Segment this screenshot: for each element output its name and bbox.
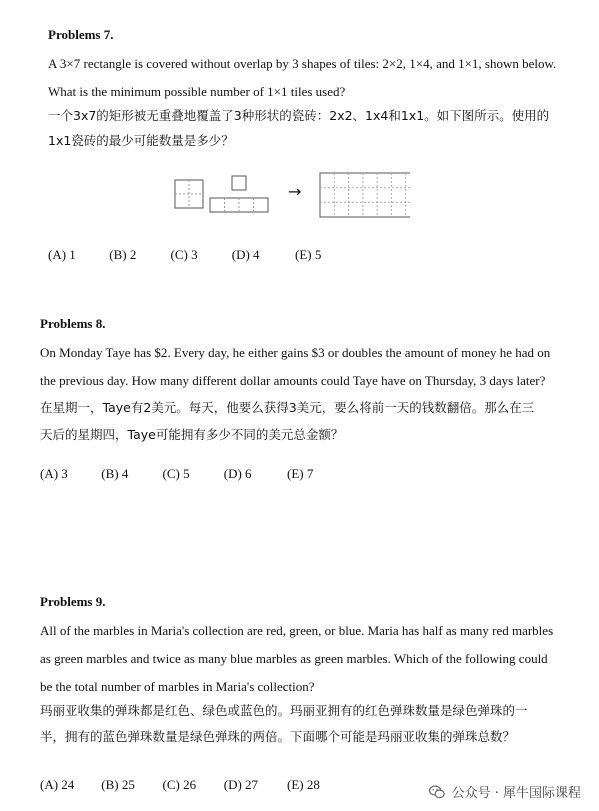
wechat-icon — [428, 783, 446, 801]
choice-a[interactable]: (A) 24 — [40, 777, 75, 792]
problem-9-en-line-2: as green marbles and twice as many blue marbles as green marbles. Which of the following could — [40, 651, 548, 666]
choice-d[interactable]: (D) 4 — [231, 247, 260, 262]
choice-b[interactable]: (B) 25 — [101, 777, 135, 792]
problem-8-en-line-1: On Monday Taye has $2. Every day, he either gains $3 or doubles the amount of money he had on — [40, 345, 551, 360]
choice-e[interactable]: (E) 5 — [295, 247, 322, 262]
problem-9-choices — [40, 777, 320, 793]
problem-9-zh-line-1: 玛丽亚收集的弹珠都是红色、绿色或蓝色的。玛丽亚拥有的红色弹珠数量是绿色弹珠的一 — [40, 703, 528, 718]
tiles-figure — [170, 170, 410, 220]
problem-8-en-line-2: the previous day. How many different dollar amounts could Taye have on Thursday, 3 days later? — [40, 373, 546, 388]
watermark-text: 公众号 · 犀牛国际课程 — [451, 786, 581, 801]
arrow-icon: → — [288, 182, 302, 201]
choice-e[interactable]: (E) 28 — [287, 777, 320, 792]
rectangle-3x7 — [320, 173, 410, 217]
choice-c[interactable]: (C) 3 — [170, 247, 198, 262]
problem-8-choices — [40, 466, 313, 482]
problem-9-en-line-1: All of the marbles in Maria's collection are red, green, or blue. Maria has half as many red marbles — [40, 623, 554, 638]
choice-c[interactable]: (C) 26 — [162, 777, 197, 792]
choice-d[interactable]: (D) 27 — [223, 777, 259, 792]
problem-7-zh-line-2: 1x1瓷砖的最少可能数量是多少？ — [48, 133, 234, 148]
problem-9-zh-line-2: 半，拥有的蓝色弹珠数量是绿色弹珠的两倍。下面哪个可能是玛丽亚收集的弹珠总数？ — [40, 729, 516, 744]
choice-b[interactable]: (B) 2 — [109, 247, 137, 262]
watermark — [424, 780, 585, 803]
problem-9-en-line-3: be the total number of marbles in Maria's collection? — [40, 679, 315, 694]
problem-7-en-line-2: What is the minimum possible number of 1×1 tiles used? — [48, 84, 346, 99]
problem-9-title: Problems 9. — [40, 594, 106, 609]
problem-7-choices — [48, 247, 321, 263]
problem-8-zh-line-1: 在星期一，Taye有2美元。每天，他要么获得3美元，要么将前一天的钱数翻倍。那么在三 — [40, 400, 535, 415]
choice-a[interactable]: (A) 1 — [48, 247, 76, 262]
choice-c[interactable]: (C) 5 — [162, 466, 190, 481]
problem-7-en-line-1: A 3×7 rectangle is covered without overlap by 3 shapes of tiles: 2×2, 1×4, and 1×1, shown below. — [48, 56, 557, 71]
problem-7-zh-line-1: 一个3x7的矩形被无重叠地覆盖了3种形状的瓷砖：2x2、1x4和1x1。如下图所示。使用的 — [48, 108, 550, 123]
choice-d[interactable]: (D) 6 — [223, 466, 252, 481]
problem-7-title: Problems 7. — [48, 27, 114, 42]
tile-1x1 — [232, 176, 246, 190]
choice-a[interactable]: (A) 3 — [40, 466, 68, 481]
choice-e[interactable]: (E) 7 — [287, 466, 314, 481]
problem-8-title: Problems 8. — [40, 316, 106, 331]
problem-8-zh-line-2: 天后的星期四，Taye可能拥有多少不同的美元总金额？ — [40, 427, 344, 442]
choice-b[interactable]: (B) 4 — [101, 466, 129, 481]
tile-1x4 — [210, 198, 268, 212]
tile-2x2 — [175, 180, 203, 208]
